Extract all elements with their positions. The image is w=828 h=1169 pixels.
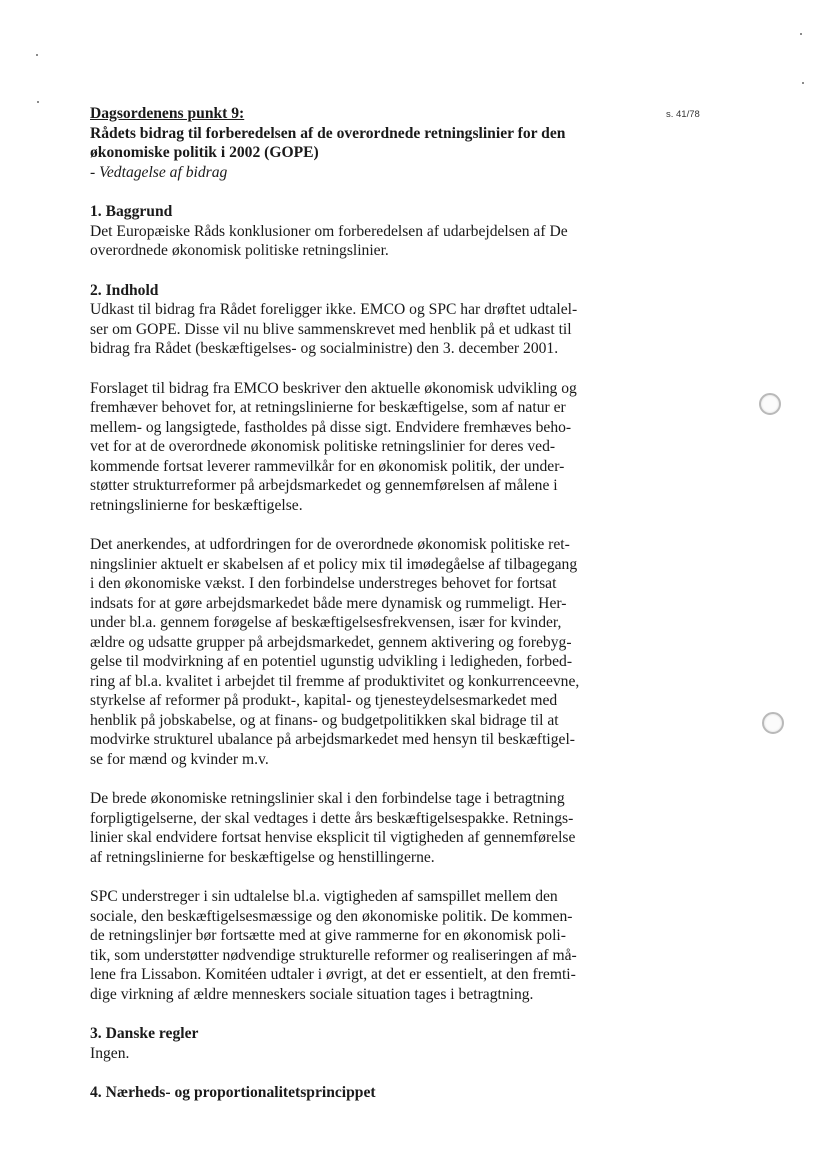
paragraph-line: styrkelse af reformer på produkt-, kapital- og tjenesteydelsesmarkedet med	[90, 692, 558, 709]
paragraph-line: De brede økonomiske retningslinier skal i den forbindelse tage i betragtning	[90, 790, 565, 807]
paragraph-line: forpligtigelserne, der skal vedtages i dette års beskæftigelsespakke. Retnings-	[90, 809, 574, 827]
paragraph-line: ring af bl.a. kvalitet i arbejdet til fremme af produktivitet og konkurrenceevne,	[90, 672, 580, 690]
section-heading-baggrund: 1. Baggrund	[90, 203, 173, 220]
paragraph-line: linier skal endvidere fortsat henvise eksplicit til vigtigheden af gennemførelse	[90, 829, 576, 846]
paragraph-line: kommende fortsat leverer rammevilkår for en økonomisk politik, der under-	[90, 457, 565, 475]
paragraph-line: vet for at de overordnede økonomisk politiske retningslinier for deres ved-	[90, 438, 556, 455]
paragraph-line: Det anerkendes, at udfordringen for de overordnede økonomisk politiske ret-	[90, 536, 570, 553]
paragraph-line: SPC understreger i sin udtalelse bl.a. vigtigheden af samspillet mellem den	[90, 888, 558, 905]
scan-speck	[37, 101, 39, 103]
page-reference: s. 41/78	[666, 109, 700, 120]
paragraph-line: af retningslinierne for beskæftigelse og henstillingerne.	[90, 848, 435, 866]
paragraph-line: Det Europæiske Råds konklusioner om forberedelsen af udarbejdelsen af De	[90, 222, 568, 240]
paragraph-line: Udkast til bidrag fra Rådet foreligger ikke. EMCO og SPC har drøftet udtalel-	[90, 301, 578, 318]
paragraph-line: henblik på jobskabelse, og at finans- og budgetpolitikken skal bidrage til at	[90, 711, 559, 729]
document-title-line: Rådets bidrag til forberedelsen af de overordnede retningslinier for den	[90, 124, 566, 142]
paragraph	[90, 379, 610, 516]
paragraph-line: indsats for at gøre arbejdsmarkedet både mere dynamisk og rummeligt. Her-	[90, 594, 567, 612]
paragraph-line: ser om GOPE. Disse vil nu blive sammenskrevet med henblik på et udkast til	[90, 320, 572, 338]
scan-speck	[802, 82, 804, 84]
scan-speck	[36, 54, 38, 56]
document-body	[90, 104, 610, 1103]
paragraph	[90, 887, 610, 1004]
paragraph-line: lene fra Lissabon. Komitéen udtaler i øvrigt, at det er essentielt, at den fremti-	[90, 966, 576, 983]
document-subtitle: - Vedtagelse af bidrag	[90, 163, 228, 181]
paragraph-line: under bl.a. gennem forøgelse af beskæftigelsesfrekvensen, især for kvinder,	[90, 614, 562, 631]
paragraph-line: dige virkning af ældre menneskers sociale situation tages i betragtning.	[90, 985, 534, 1003]
paragraph-line: overordnede økonomisk politiske retningslinier.	[90, 242, 389, 259]
punch-hole	[759, 393, 781, 415]
paragraph-line: ældre og udsatte grupper på arbejdsmarkedet, gennem aktivering og forebyg-	[90, 633, 572, 651]
punch-hole	[762, 712, 784, 734]
paragraph-line: støtter strukturreformer på arbejdsmarkedet og gennemførelsen af målene i	[90, 477, 558, 494]
section-heading-danske-regler: 3. Danske regler	[90, 1025, 199, 1042]
section-heading-naerhed: 4. Nærheds- og proportionalitetsprincippet	[90, 1084, 376, 1101]
paragraph-line: de retningslinjer bør fortsætte med at give rammerne for en økonomisk poli-	[90, 927, 566, 944]
paragraph-line: retningslinierne for beskæftigelse.	[90, 496, 303, 514]
paragraph-line: sociale, den beskæftigelsesmæssige og den økonomiske politik. De kommen-	[90, 907, 573, 925]
paragraph-line: mellem- og langsigtede, fastholdes på disse sigt. Endvidere fremhæves beho-	[90, 418, 572, 436]
paragraph-line: bidrag fra Rådet (beskæftigelses- og socialministre) den 3. december 2001.	[90, 340, 559, 357]
paragraph-line: i den økonomiske vækst. I den forbindelse understreges behovet for fortsat	[90, 575, 557, 592]
paragraph	[90, 789, 610, 867]
paragraph	[90, 300, 610, 359]
paragraph-line: Ingen.	[90, 1044, 130, 1062]
agenda-point-heading: Dagsordenens punkt 9:	[90, 105, 245, 122]
paragraph-line: ningslinier aktuelt er skabelsen af et policy mix til imødegåelse af tilbagegang	[90, 555, 578, 573]
scan-speck	[800, 33, 802, 35]
paragraph-line: se for mænd og kvinder m.v.	[90, 750, 269, 768]
paragraph-line: fremhæver behovet for, at retningslinierne for beskæftigelse, som af natur er	[90, 399, 566, 416]
document-title-line: økonomiske politik i 2002 (GOPE)	[90, 144, 319, 161]
paragraph-line: modvirke strukturel ubalance på arbejdsmarkedet med hensyn til beskæftigel-	[90, 731, 575, 748]
paragraph	[90, 535, 610, 769]
paragraph-line: Forslaget til bidrag fra EMCO beskriver den aktuelle økonomisk udvikling og	[90, 379, 577, 397]
paragraph-line: tik, som understøtter nødvendige strukturelle reformer og realiseringen af må-	[90, 946, 577, 964]
section-heading-indhold: 2. Indhold	[90, 281, 159, 299]
paragraph-line: gelse til modvirkning af en potentiel ugunstig udvikling i ledigheden, forbed-	[90, 653, 573, 670]
